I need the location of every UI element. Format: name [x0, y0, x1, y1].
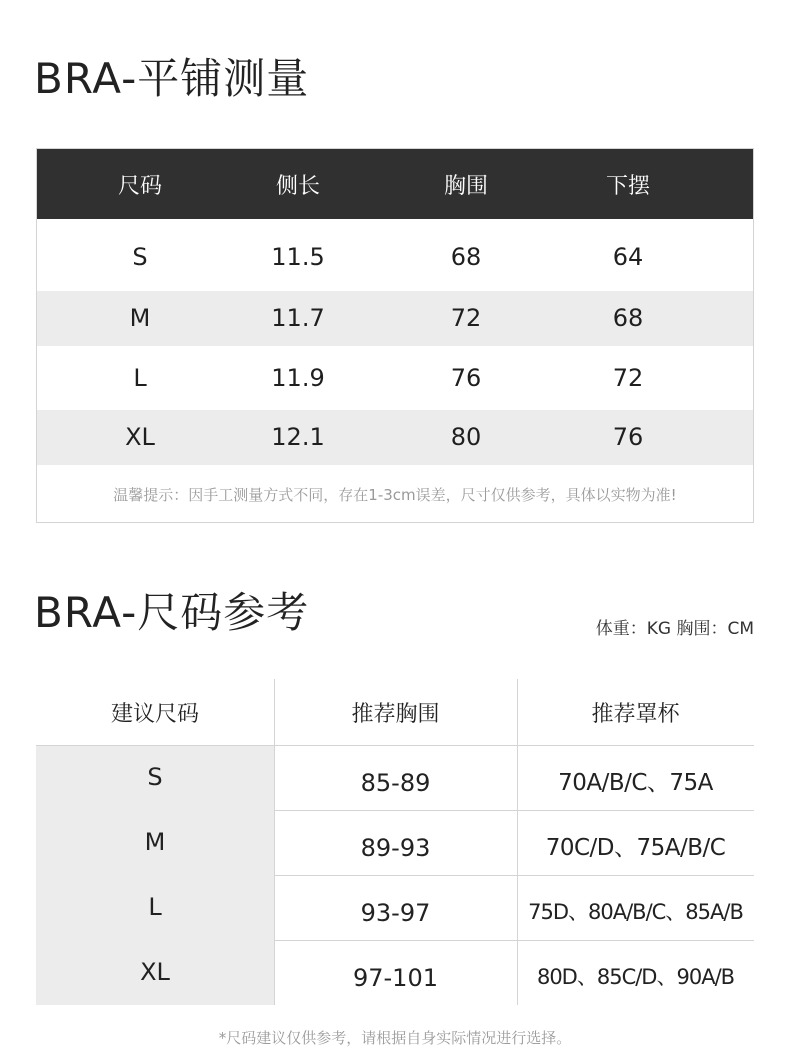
- size-reference-title: BRA-尺码参考: [34, 588, 310, 637]
- table-row: [37, 291, 753, 346]
- chest-cell: 68: [450, 243, 482, 271]
- measurement-note: 温馨提示：因手工测量方式不同，存在1-3cm误差，尺寸仅供参考，具体以实物为准!: [113, 485, 677, 504]
- chest-range-cell: 93-97: [360, 898, 431, 927]
- size-footnote: *尺码建议仅供参考，请根据自身实际情况进行选择。: [218, 1029, 572, 1047]
- chest-range-cell: 85-89: [360, 768, 431, 797]
- measurement-title: BRA-平铺测量: [34, 54, 310, 103]
- table-row: [37, 219, 753, 291]
- hem-cell: 68: [612, 304, 644, 332]
- hem-cell: 64: [612, 243, 644, 271]
- header-recommended-size: 建议尺码: [110, 702, 199, 727]
- chest-range-cell: 89-93: [360, 833, 431, 862]
- table-row: [37, 346, 753, 410]
- chest-cell: 72: [450, 304, 482, 332]
- chest-cell: 80: [450, 423, 482, 451]
- header-recommended-chest: 推荐胸围: [351, 702, 440, 727]
- table-row: [37, 410, 753, 465]
- chest-cell: 76: [450, 364, 482, 392]
- side-length-cell: 12.1: [271, 423, 325, 451]
- side-length-cell: 11.7: [271, 304, 325, 332]
- cup-cell: 70C/D、75A/B/C: [545, 835, 726, 861]
- size-cell: XL: [140, 958, 170, 986]
- cup-cell: 70A/B/C、75A: [558, 770, 713, 796]
- flat-measurement-table: [36, 148, 754, 523]
- header-chest: 胸围: [443, 173, 488, 199]
- cup-cell: 80D、85C/D、90A/B: [536, 964, 735, 989]
- size-reference-table: [36, 679, 754, 1005]
- size-cell: L: [133, 364, 147, 392]
- cup-cell: 75D、80A/B/C、85A/B: [528, 899, 743, 924]
- size-cell: S: [132, 243, 148, 271]
- size-cell: M: [144, 828, 166, 856]
- size-cell: L: [148, 893, 162, 921]
- side-length-cell: 11.5: [271, 243, 325, 271]
- size-cell: S: [147, 763, 163, 791]
- header-side-length: 侧长: [275, 173, 320, 199]
- hem-cell: 72: [612, 364, 644, 392]
- header-recommended-cup: 推荐罩杯: [591, 702, 680, 727]
- unit-note: 体重：KG 胸围：CM: [595, 619, 754, 639]
- table-header: [37, 149, 753, 219]
- size-cell: XL: [125, 423, 155, 451]
- side-length-cell: 11.9: [271, 364, 325, 392]
- hem-cell: 76: [612, 423, 644, 451]
- header-hem: 下摆: [605, 173, 650, 199]
- header-size: 尺码: [117, 173, 162, 199]
- size-cell: M: [129, 304, 151, 332]
- chest-range-cell: 97-101: [352, 963, 438, 992]
